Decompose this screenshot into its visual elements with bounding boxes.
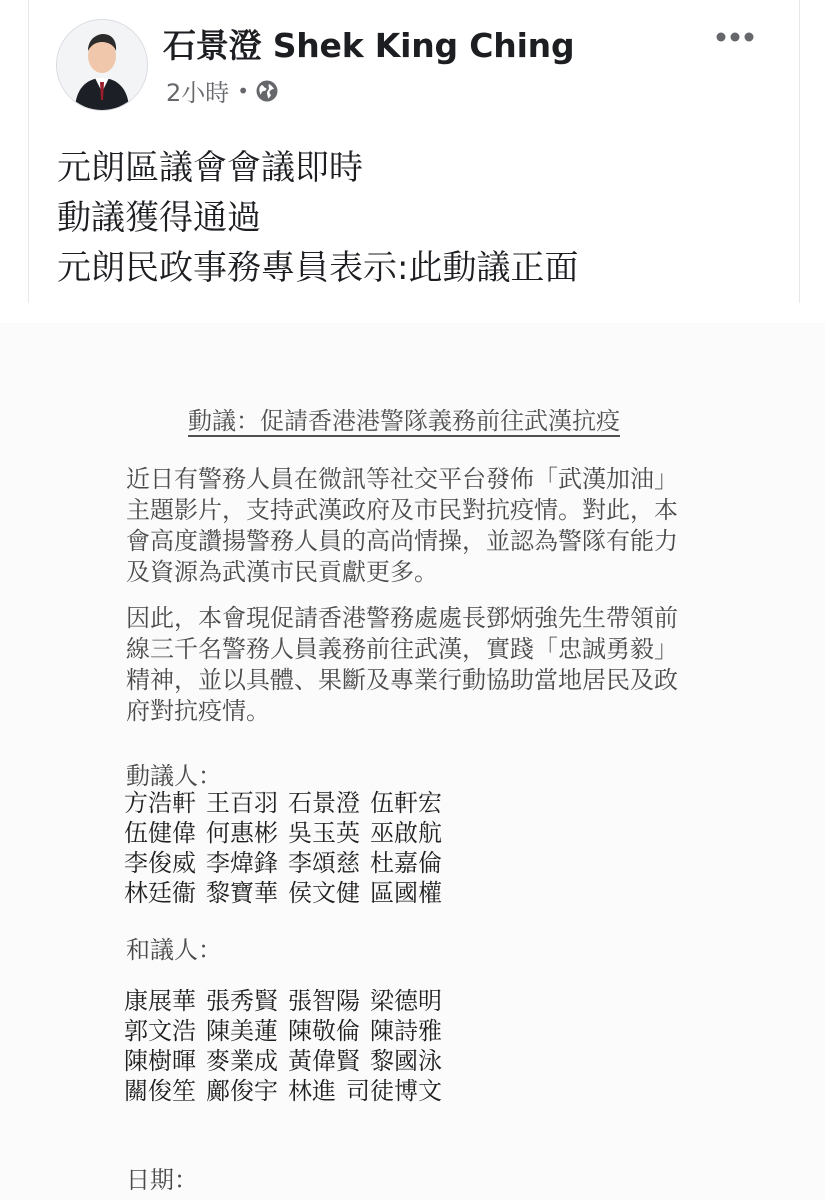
mover-label: 動議人： bbox=[126, 762, 222, 790]
meta-separator: • bbox=[237, 78, 250, 103]
mover-list bbox=[124, 788, 452, 908]
mover-name: 巫啟航 bbox=[370, 819, 442, 847]
post-meta bbox=[166, 73, 279, 108]
mover-name: 伍軒宏 bbox=[370, 789, 442, 817]
mover-name: 李頌慈 bbox=[288, 849, 360, 877]
seconder-row bbox=[124, 1046, 452, 1076]
post-message-line: 元朗民政事務專員表示:此動議正面 bbox=[57, 248, 579, 288]
post-message bbox=[57, 143, 578, 293]
seconder-name: 黎國泳 bbox=[370, 1047, 442, 1075]
document-paragraph-1 bbox=[126, 464, 678, 588]
post-timestamp[interactable]: 2小時 bbox=[166, 79, 230, 107]
mover-name: 伍健偉 bbox=[124, 819, 196, 847]
more-options-button[interactable] bbox=[714, 24, 756, 50]
mover-row bbox=[124, 788, 452, 818]
document-line: 精神，並以具體、果斷及專業行動協助當地居民及政 bbox=[126, 666, 678, 694]
seconder-name: 麥業成 bbox=[206, 1047, 278, 1075]
avatar[interactable] bbox=[56, 19, 148, 111]
mover-name: 吳玉英 bbox=[288, 819, 360, 847]
mover-name: 何惠彬 bbox=[206, 819, 278, 847]
seconder-row bbox=[124, 986, 452, 1016]
seconder-name: 張秀賢 bbox=[206, 987, 278, 1015]
globe-icon bbox=[255, 79, 279, 103]
seconder-list bbox=[124, 986, 452, 1106]
person-avatar-icon bbox=[57, 20, 147, 110]
mover-name: 杜嘉倫 bbox=[370, 849, 442, 877]
seconder-name: 康展華 bbox=[124, 987, 196, 1015]
post-message-line: 元朗區議會會議即時 bbox=[57, 148, 363, 188]
document-line: 主題影片，支持武漢政府及市民對抗疫情。對此，本 bbox=[126, 496, 678, 524]
mover-name: 林廷衞 bbox=[124, 879, 196, 907]
seconder-name: 鄺俊宇 bbox=[206, 1077, 278, 1105]
document-title: 動議：促請香港港警隊義務前往武漢抗疫 bbox=[188, 407, 620, 435]
mover-name: 區國權 bbox=[370, 879, 442, 907]
mover-row bbox=[124, 878, 452, 908]
seconder-name: 司徒博文 bbox=[346, 1077, 442, 1105]
document-line: 及資源為武漢市民貢獻更多。 bbox=[126, 558, 438, 586]
mover-name: 李煒鋒 bbox=[206, 849, 278, 877]
seconder-name: 陳樹暉 bbox=[124, 1047, 196, 1075]
seconder-label: 和議人： bbox=[126, 936, 222, 964]
mover-name: 侯文健 bbox=[288, 879, 360, 907]
seconder-name: 關俊笙 bbox=[124, 1077, 196, 1105]
more-horizontal-icon bbox=[714, 24, 756, 50]
date-label: 日期： bbox=[126, 1166, 198, 1194]
mover-name: 李俊威 bbox=[124, 849, 196, 877]
seconder-name: 林進 bbox=[288, 1077, 336, 1105]
seconder-row bbox=[124, 1076, 452, 1106]
post-message-line: 動議獲得通過 bbox=[57, 198, 261, 238]
document-paragraph-2 bbox=[126, 603, 678, 727]
document-line: 近日有警務人員在微訊等社交平台發佈「武漢加油」 bbox=[126, 465, 678, 493]
seconder-name: 陳敬倫 bbox=[288, 1017, 360, 1045]
seconder-name: 陳美蓮 bbox=[206, 1017, 278, 1045]
mover-name: 王百羽 bbox=[206, 789, 278, 817]
seconder-name: 郭文浩 bbox=[124, 1017, 196, 1045]
mover-name: 黎寶華 bbox=[206, 879, 278, 907]
mover-row bbox=[124, 818, 452, 848]
document-line: 線三千名警務人員義務前往武漢，實踐「忠誠勇毅」 bbox=[126, 635, 678, 663]
document-line: 府對抗疫情。 bbox=[126, 697, 270, 725]
post-author-name[interactable]: 石景澄 Shek King Ching bbox=[163, 26, 575, 65]
mover-name: 石景澄 bbox=[288, 789, 360, 817]
seconder-name: 陳詩雅 bbox=[370, 1017, 442, 1045]
seconder-row bbox=[124, 1016, 452, 1046]
seconder-name: 張智陽 bbox=[288, 987, 360, 1015]
document-line: 會高度讚揚警務人員的高尚情操，並認為警隊有能力 bbox=[126, 527, 678, 555]
mover-row bbox=[124, 848, 452, 878]
seconder-name: 黃偉賢 bbox=[288, 1047, 360, 1075]
document-line: 因此，本會現促請香港警務處處長鄧炳強先生帶領前 bbox=[126, 604, 678, 632]
post-gap bbox=[0, 303, 825, 323]
mover-name: 方浩軒 bbox=[124, 789, 196, 817]
seconder-name: 梁德明 bbox=[370, 987, 442, 1015]
